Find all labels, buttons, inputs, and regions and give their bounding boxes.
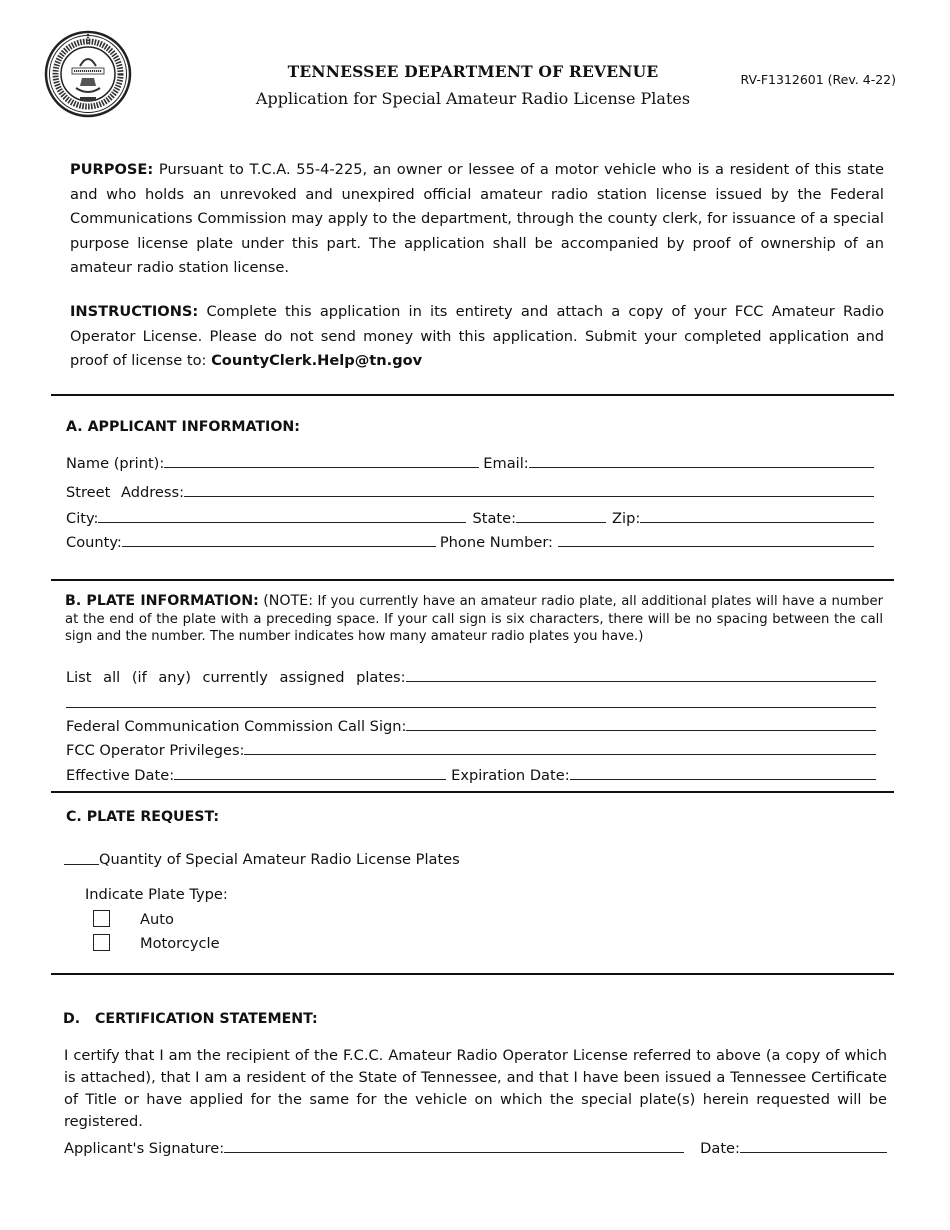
motorcycle-option-label: Motorcycle <box>140 935 220 952</box>
quantity-row <box>64 846 460 868</box>
note-text: If you currently have an amateur radio plate, all additional plates will have a number at the end of the plate with a preceding space. If your call sign is six characters, there will be no spacing between the call sign and the number. The number indicates how many amateur radio plates you have.) <box>65 594 883 644</box>
section-divider <box>51 791 894 793</box>
assigned-plates-row <box>66 664 876 686</box>
instructions-label: INSTRUCTIONS: <box>70 303 199 320</box>
instructions-text: Complete this application in its entirety and attach a copy of your FCC Amateur Radio Operator License. Please do not send money with this application. Submit your completed application and proof of license to: <box>70 303 884 369</box>
privileges-label: FCC Operator Privileges: <box>66 742 245 759</box>
street-label: Street Address: <box>66 484 185 501</box>
form-number: RV-F1312601 (Rev. 4-22) <box>740 72 896 87</box>
section-c-heading: C. PLATE REQUEST: <box>66 809 220 825</box>
motorcycle-checkbox[interactable] <box>93 934 110 951</box>
street-row <box>66 479 874 501</box>
auto-option-label: Auto <box>140 911 174 928</box>
county-phone-row <box>66 529 874 551</box>
quantity-field[interactable] <box>64 864 99 865</box>
signature-field[interactable] <box>224 1152 684 1153</box>
date-label: Date: <box>700 1140 740 1157</box>
effective-date-field[interactable] <box>174 779 446 780</box>
quantity-label: Quantity of Special Amateur Radio License Plates <box>99 851 460 868</box>
assigned-plates-field[interactable] <box>406 681 876 682</box>
expiration-date-label: Expiration Date: <box>451 767 570 784</box>
call-sign-label: Federal Communication Commission Call Sign: <box>66 718 407 735</box>
plate-type-label: Indicate Plate Type: <box>85 886 228 903</box>
department-title: TENNESSEE DEPARTMENT OF REVENUE <box>287 62 659 81</box>
email-field[interactable] <box>529 467 874 468</box>
dates-row <box>66 762 876 784</box>
section-divider <box>51 973 894 975</box>
privileges-field[interactable] <box>244 754 876 755</box>
name-email-row <box>66 450 874 472</box>
certification-text: I certify that I am the recipient of the F.C.C. Amateur Radio Operator License referred to above (a copy of which is attached), that I am a resident of the State of Tennessee, and that I have been issued a Tennessee Certificate of Title or have applied for the same for the vehicle on which the special plate(s) herein requested will be registered. <box>64 1047 887 1130</box>
email-label: Email: <box>483 455 529 472</box>
call-sign-row <box>66 713 876 735</box>
section-divider <box>51 579 894 581</box>
submit-email: CountyClerk.Help@tn.gov <box>211 352 423 369</box>
section-a-heading: A. APPLICANT INFORMATION: <box>66 419 300 435</box>
plate-information-note <box>65 593 883 646</box>
phone-field[interactable] <box>558 546 874 547</box>
signature-date-field[interactable] <box>740 1152 887 1153</box>
effective-date-label: Effective Date: <box>66 767 175 784</box>
city-field[interactable] <box>98 522 466 523</box>
form-title: Application for Special Amateur Radio License Plates <box>255 89 691 108</box>
purpose-label: PURPOSE: <box>70 161 154 178</box>
instructions-paragraph <box>70 300 884 374</box>
city-state-zip-row <box>66 505 874 527</box>
phone-label: Phone Number: <box>439 534 553 551</box>
street-field[interactable] <box>184 496 874 497</box>
county-label: County: <box>66 534 122 551</box>
purpose-paragraph <box>70 158 884 281</box>
call-sign-field[interactable] <box>406 730 876 731</box>
city-label: City: <box>66 510 99 527</box>
purpose-text: Pursuant to T.C.A. 55-4-225, an owner or lessee of a motor vehicle who is a resident of this state and who holds an unrevoked and unexpired official amateur radio station license issued by the Federal Communications Commission may apply to the department, through the county clerk, for issuance of a special purpose license plate under this part. The application shall be accompanied by proof of ownership of an amateur radio station license. <box>70 161 884 276</box>
zip-field[interactable] <box>640 522 874 523</box>
auto-checkbox[interactable] <box>93 910 110 927</box>
privileges-row <box>66 737 876 759</box>
state-field[interactable] <box>516 522 606 523</box>
section-divider <box>51 394 894 396</box>
zip-label: Zip: <box>612 510 641 527</box>
name-field[interactable] <box>164 467 479 468</box>
state-label: State: <box>472 510 517 527</box>
signature-row <box>64 1135 887 1157</box>
assigned-plates-label: List all (if any) currently assigned plates: <box>66 669 406 686</box>
state-seal-icon <box>44 30 132 118</box>
expiration-date-field[interactable] <box>570 779 876 780</box>
section-d-heading: D. CERTIFICATION STATEMENT: <box>63 1011 318 1027</box>
signature-label: Applicant's Signature: <box>64 1140 225 1157</box>
county-field[interactable] <box>122 546 436 547</box>
name-label: Name (print): <box>66 455 165 472</box>
section-b-heading: B. PLATE INFORMATION: <box>65 593 259 609</box>
assigned-plates-field-2[interactable] <box>66 707 876 708</box>
note-open: (NOTE: <box>263 593 313 609</box>
